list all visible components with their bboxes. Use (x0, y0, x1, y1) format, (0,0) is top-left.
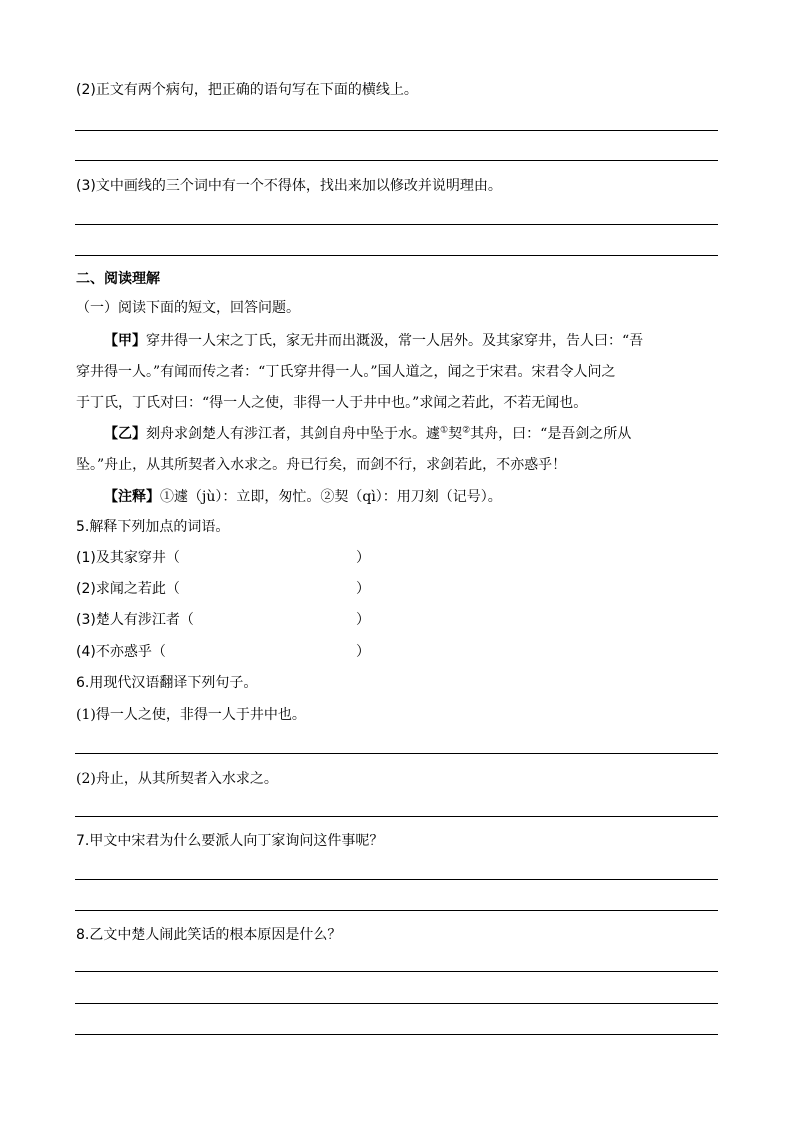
q6-sentence-1: (1)得一人之使，非得一人于井中也。 (76, 707, 306, 723)
question-3: (3)文中画线的三个词中有一个不得体，找出来加以修改并说明理由。 (76, 178, 502, 194)
q5-item-close: ） (356, 581, 370, 597)
answer-line (75, 224, 718, 225)
answer-line (75, 753, 718, 754)
question-6: 6.用现代汉语翻译下列句子。 (76, 675, 258, 691)
answer-line (75, 816, 718, 817)
passage-jia-line-1: 【甲】穿井得一人宋之丁氏，家无井而出溉汲，常一人居外。及其家穿井，告人曰：“吾 (104, 333, 644, 349)
answer-line (75, 1034, 718, 1035)
q5-item-3: (3)楚人有涉江者（ (76, 612, 194, 628)
q5-item-1: (1)及其家穿井（ (76, 550, 180, 566)
question-8: 8.乙文中楚人闹此笑话的根本原因是什么？ (76, 927, 342, 943)
q5-item-close: ） (356, 612, 370, 628)
question-5: 5.解释下列加点的词语。 (76, 519, 230, 535)
answer-line (75, 1003, 718, 1004)
q5-item-2: (2)求闻之若此（ (76, 581, 180, 597)
question-7: 7.甲文中宋君为什么要派人向丁家询问这件事呢？ (76, 833, 384, 849)
answer-line (75, 255, 718, 256)
footnote-marker: ② (462, 425, 471, 436)
answer-line (75, 879, 718, 880)
q5-item-close: ） (356, 644, 370, 660)
passage-tag: 【甲】 (104, 333, 146, 349)
part-title: （一）阅读下面的短文，回答问题。 (76, 300, 300, 316)
answer-line (75, 130, 718, 131)
passage-jia-line-3: 于丁氏，丁氏对曰：“得一人之使，非得一人于井中也。”求闻之若此，不若无闻也。 (76, 395, 588, 411)
answer-line (75, 910, 718, 911)
answer-line (75, 971, 718, 972)
q5-item-4: (4)不亦惑乎（ (76, 644, 166, 660)
question-2: (2)正文有两个病句，把正确的语句写在下面的横线上。 (76, 82, 418, 98)
q5-item-close: ） (356, 550, 370, 566)
passage-yi-line-1: 【乙】刻舟求剑楚人有涉江者，其剑自舟中坠于水。遽①契②其舟，曰：“是吾剑之所从 (104, 425, 632, 442)
annotation: 【注释】①遽（jù）：立即，匆忙。②契（qì）：用刀刻（记号）。 (104, 489, 502, 505)
annotation-tag: 【注释】 (104, 489, 160, 505)
passage-tag: 【乙】 (104, 426, 146, 442)
section-heading: 二、阅读理解 (76, 271, 160, 287)
passage-yi-line-2: 坠。”舟止，从其所契者入水求之。舟已行矣，而剑不行，求剑若此，不亦惑乎！ (76, 457, 567, 473)
passage-jia-line-2: 穿井得一人。”有闻而传之者：“丁氏穿井得一人。”国人道之，闻之于宋君。宋君令人问之 (76, 364, 616, 380)
q6-sentence-2: (2)舟止，从其所契者入水求之。 (76, 771, 278, 787)
answer-line (75, 160, 718, 161)
footnote-marker: ① (440, 425, 449, 436)
